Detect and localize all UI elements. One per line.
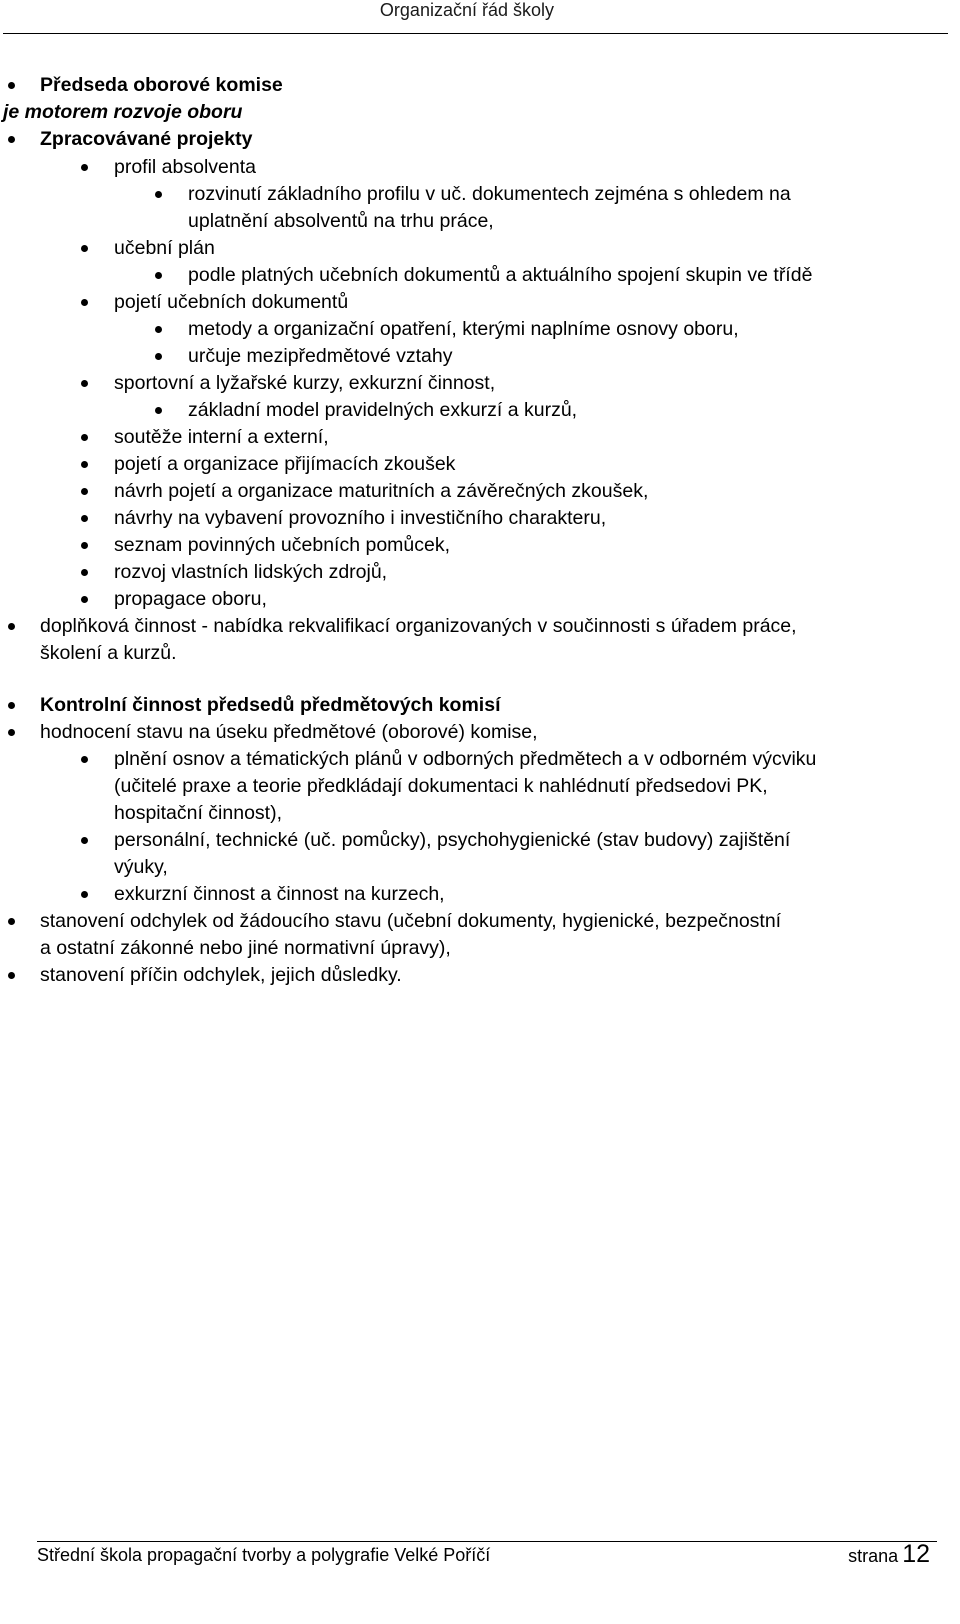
projects-heading: Zpracovávané projekty	[40, 128, 253, 150]
header-rule	[3, 33, 948, 34]
bullet	[8, 82, 15, 89]
bullet	[81, 837, 88, 844]
list-item: a ostatní zákonné nebo jiné normativní úpravy),	[40, 937, 451, 959]
page-number: 12	[902, 1540, 930, 1568]
list-item: školení a kurzů.	[40, 642, 177, 664]
list-item: návrh pojetí a organizace maturitních a závěrečných zkoušek,	[114, 480, 649, 502]
section2-heading: Kontrolní činnost předsedů předmětových komisí	[40, 694, 501, 716]
bullet	[155, 191, 162, 198]
bullet	[8, 972, 15, 979]
page-label: strana	[848, 1546, 899, 1566]
bullet	[81, 299, 88, 306]
list-item: pojetí učebních dokumentů	[114, 291, 349, 313]
header-title: Organizační řád školy	[379, 0, 554, 20]
bullet	[81, 756, 88, 763]
section1-subheading: je motorem rozvoje oboru	[3, 101, 243, 123]
bullet	[155, 272, 162, 279]
list-item: uplatnění absolventů na trhu práce,	[188, 210, 494, 232]
footer-rule	[37, 1541, 937, 1542]
list-item: stanovení odchylek od žádoucího stavu (učební dokumenty, hygienické, bezpečnostní	[40, 910, 782, 932]
list-item: rozvinutí základního profilu v uč. dokumentech zejména s ohledem na	[188, 183, 791, 205]
list-item: metody a organizační opatření, kterými naplníme osnovy oboru,	[188, 318, 739, 340]
footer-page	[848, 1540, 930, 1569]
list-item: hodnocení stavu na úseku předmětové (oborové) komise,	[40, 721, 538, 743]
list-item: výuky,	[114, 856, 168, 878]
list-item: návrhy na vybavení provozního i investičního charakteru,	[114, 507, 607, 529]
bullet	[81, 380, 88, 387]
bullet	[155, 326, 162, 333]
bullet	[8, 136, 15, 143]
bullet	[8, 918, 15, 925]
bullet	[81, 164, 88, 171]
bullet	[81, 434, 88, 441]
list-item: doplňková činnost - nabídka rekvalifikací organizovaných v součinnosti s úřadem práce,	[40, 615, 797, 637]
list-item: soutěže interní a externí,	[114, 426, 329, 448]
list-item: určuje mezipředmětové vztahy	[188, 345, 453, 367]
list-item: profil absolventa	[114, 156, 257, 178]
list-item: (učitelé praxe a teorie předkládají dokumentaci k nahlédnutí předsedovi PK,	[114, 775, 768, 797]
bullet	[81, 245, 88, 252]
list-item: sportovní a lyžařské kurzy, exkurzní činnost,	[114, 372, 496, 394]
bullet	[8, 702, 15, 709]
bullet	[8, 623, 15, 630]
list-item: propagace oboru,	[114, 588, 267, 610]
bullet	[81, 596, 88, 603]
page-header	[0, 0, 960, 34]
list-item: základní model pravidelných exkurzí a kurzů,	[188, 399, 578, 421]
list-item: exkurzní činnost a činnost na kurzech,	[114, 883, 445, 905]
bullet	[81, 488, 88, 495]
list-item: stanovení příčin odchylek, jejich důsledky.	[40, 964, 402, 986]
list-item: hospitační činnost),	[114, 802, 283, 824]
bullet	[81, 515, 88, 522]
bullet	[81, 891, 88, 898]
bullet	[155, 407, 162, 414]
list-item: učební plán	[114, 237, 215, 259]
list-item: personální, technické (uč. pomůcky), psychohygienické (stav budovy) zajištění	[114, 829, 791, 851]
section1-heading: Předseda oborové komise	[40, 74, 283, 96]
list-item: rozvoj vlastních lidských zdrojů,	[114, 561, 388, 583]
list-item: seznam povinných učebních pomůcek,	[114, 534, 451, 556]
bullet	[81, 569, 88, 576]
list-item: podle platných učebních dokumentů a aktuálního spojení skupin ve třídě	[188, 264, 813, 286]
bullet	[81, 542, 88, 549]
list-item: pojetí a organizace přijímacích zkoušek	[114, 453, 456, 475]
list-item: plnění osnov a tématických plánů v odborných předmětech a v odborném výcviku	[114, 748, 817, 770]
bullet	[8, 729, 15, 736]
bullet	[81, 461, 88, 468]
footer-school: Střední škola propagační tvorby a polygrafie Velké Poříčí	[37, 1545, 491, 1565]
bullet	[155, 353, 162, 360]
